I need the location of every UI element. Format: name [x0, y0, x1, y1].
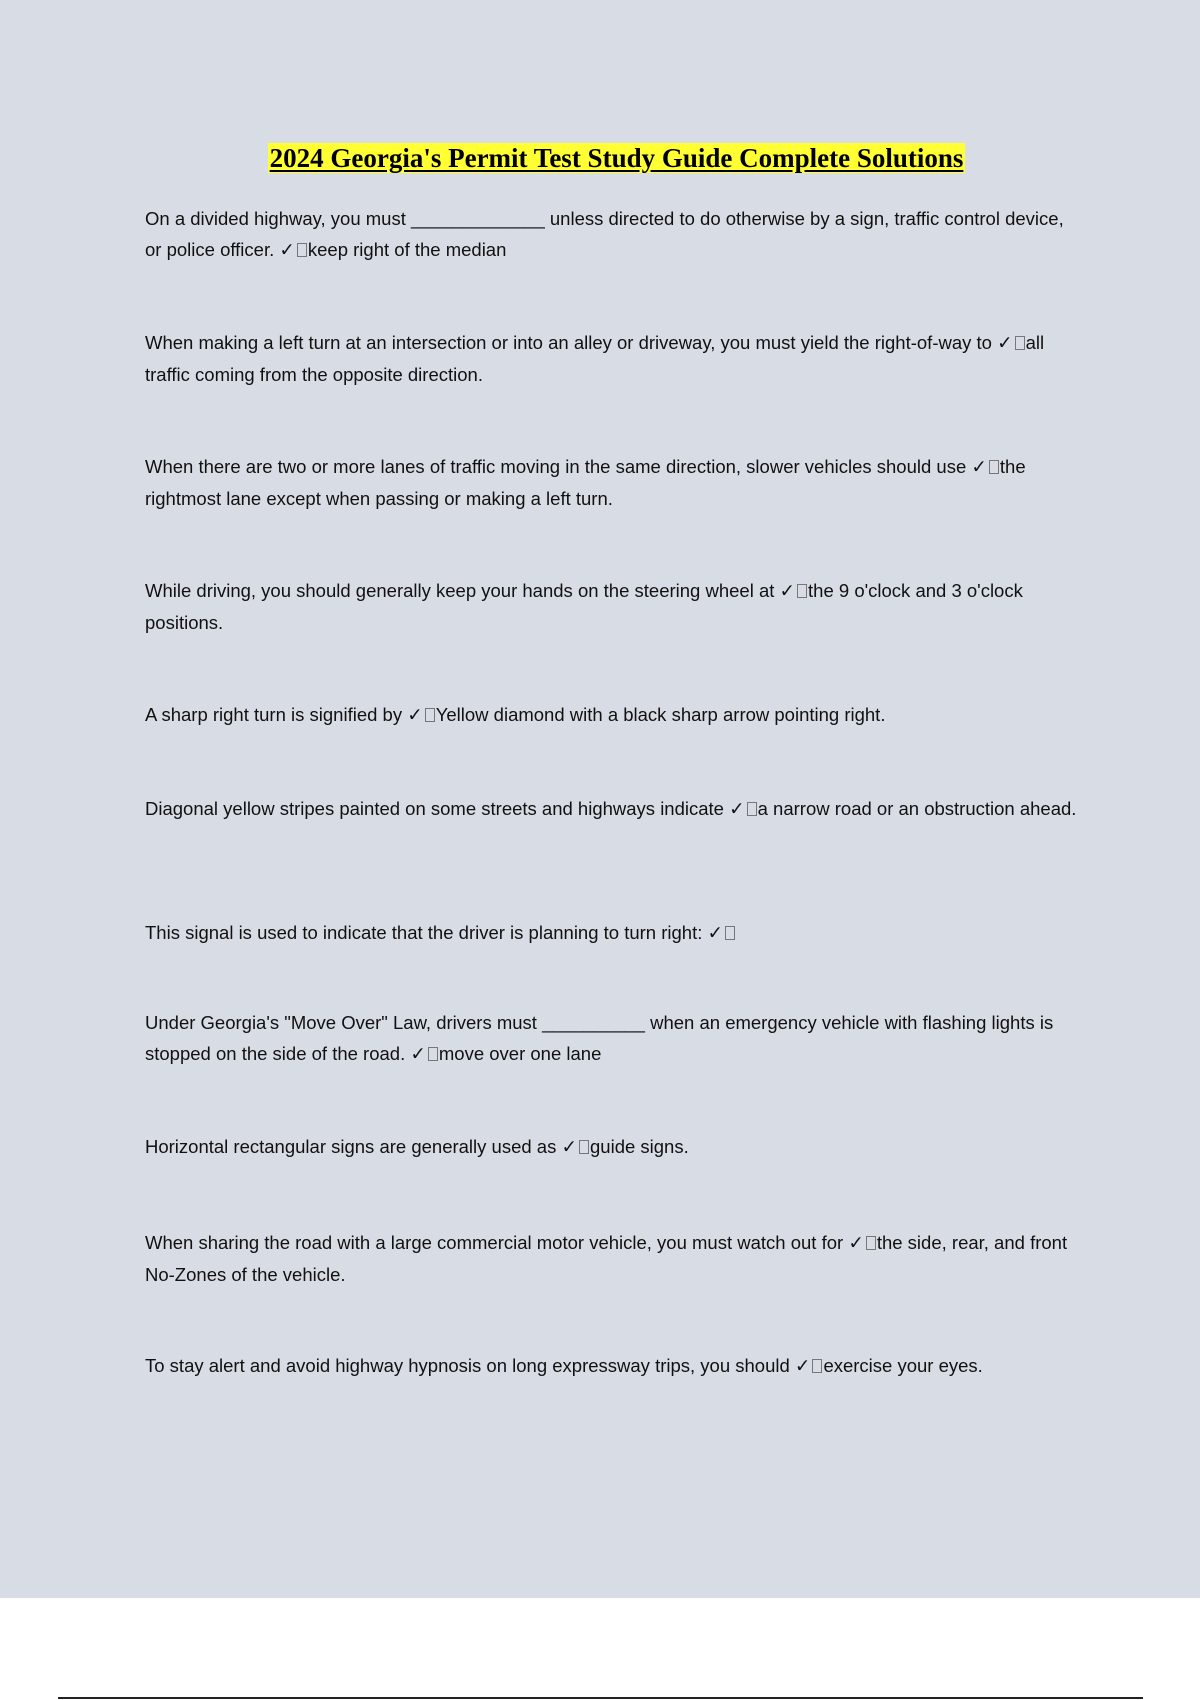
qa-item-10 [145, 1227, 1080, 1290]
checkmark-icon: ✓ [794, 1356, 811, 1377]
missing-glyph-box-icon [725, 926, 735, 940]
missing-glyph-box-icon [297, 243, 307, 257]
answer-text: the rightmost lane except when passing or making a left turn. [145, 456, 1026, 509]
question-text: Under Georgia's "Move Over" Law, drivers must __________ when an emergency vehicle with flashing lights is stopped on the side of the road. [145, 1012, 1054, 1064]
question-text: A sharp right turn is signified by [145, 704, 403, 725]
checkmark-icon: ✓ [279, 240, 295, 261]
question-text: To stay alert and avoid highway hypnosis on long expressway trips, you should [145, 1355, 790, 1376]
checkmark-icon: ✓ [997, 333, 1013, 354]
checkmark-icon: ✓ [848, 1233, 864, 1254]
qa-item-7 [145, 917, 1080, 949]
missing-glyph-box-icon [989, 460, 999, 474]
missing-glyph-box-icon [428, 1047, 438, 1061]
qa-item-5 [145, 699, 1080, 731]
missing-glyph-box-icon [866, 1236, 876, 1250]
checkmark-icon: ✓ [729, 799, 745, 820]
checkmark-icon: ✓ [779, 581, 796, 602]
missing-glyph-box-icon [579, 1140, 589, 1154]
qa-item-1 [145, 203, 1080, 266]
missing-glyph-box-icon [1015, 336, 1025, 350]
answer-text: the side, rear, and front No-Zones of the vehicle. [145, 1232, 1068, 1285]
qa-item-3 [145, 451, 1080, 514]
answer-text: exercise your eyes. [823, 1355, 983, 1376]
question-text: When making a left turn at an intersection or into an alley or driveway, you must yield the right-of-way to [145, 332, 992, 353]
document-title-text: 2024 Georgia's Permit Test Study Guide Complete Solutions [269, 143, 964, 173]
document-title [0, 141, 1200, 175]
answer-text: move over one lane [438, 1043, 602, 1064]
qa-item-9 [145, 1131, 1080, 1163]
answer-text: Yellow diamond with a black sharp arrow pointing right. [435, 704, 886, 725]
answer-text: all traffic coming from the opposite direction. [145, 332, 1045, 385]
qa-item-6 [145, 793, 1080, 825]
missing-glyph-box-icon [797, 584, 807, 598]
question-text: Diagonal yellow stripes painted on some streets and highways indicate [145, 798, 724, 819]
qa-item-4 [145, 575, 1080, 638]
checkmark-icon: ✓ [407, 705, 423, 726]
checkmark-icon: ✓ [410, 1044, 426, 1065]
checkmark-icon: ✓ [561, 1137, 577, 1158]
checkmark-icon: ✓ [707, 923, 724, 944]
question-text: When sharing the road with a large commercial motor vehicle, you must watch out for [145, 1232, 844, 1253]
missing-glyph-box-icon [747, 802, 757, 816]
answer-text: keep right of the median [307, 239, 507, 260]
question-text: On a divided highway, you must _____________ unless directed to do otherwise by a sign, traffic control device, or police officer. [145, 208, 1064, 260]
question-text: Horizontal rectangular signs are generally used as [145, 1136, 557, 1157]
answer-text: the 9 o'clock and 3 o'clock positions. [145, 580, 1023, 633]
question-text: This signal is used to indicate that the driver is planning to turn right: [145, 922, 703, 943]
qa-item-2 [145, 327, 1080, 390]
answer-text: guide signs. [590, 1136, 689, 1157]
question-text: When there are two or more lanes of traffic moving in the same direction, slower vehicles should use [145, 456, 967, 477]
qa-item-8 [145, 1007, 1080, 1070]
page-divider-line [58, 1697, 1143, 1699]
qa-item-11 [145, 1350, 1080, 1382]
missing-glyph-box-icon [425, 708, 435, 722]
missing-glyph-box-icon [812, 1359, 822, 1373]
answer-text: a narrow road or an obstruction ahead. [757, 798, 1077, 819]
checkmark-icon: ✓ [971, 457, 987, 478]
question-text: While driving, you should generally keep your hands on the steering wheel at [145, 580, 775, 601]
